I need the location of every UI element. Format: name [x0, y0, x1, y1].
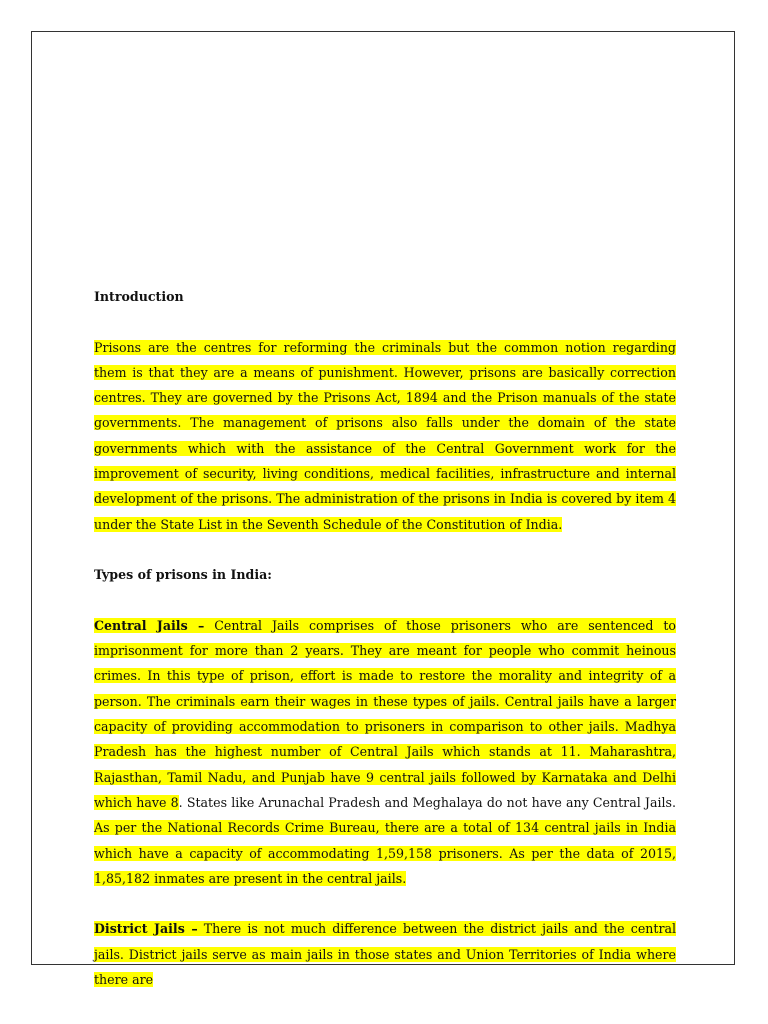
document-body [94, 284, 676, 992]
spacer [94, 891, 676, 916]
heading-types-of-prisons: Types of prisons in India: [94, 567, 272, 583]
highlighted-text: As per the National Records Crime Bureau, there are a total of 134 central jails in India which have a capacity of accommodating 1,59,158 prisoners. As per the data of 2015, 1,85,182 inmates are present in the central jails. [94, 820, 676, 886]
spacer [94, 588, 676, 613]
paragraph-district-jails [94, 916, 676, 992]
paragraph-central-jails [94, 613, 676, 891]
plain-text: . States like Arunachal Pradesh and Meghalaya do not have any Central Jails. [178, 794, 676, 810]
paragraph-introduction [94, 335, 676, 537]
document-page [31, 31, 735, 988]
spacer [94, 309, 676, 334]
highlighted-text: Central Jails comprises of those prisoners who are sentenced to imprisonment for more than 2 years. They are meant for people who commit heinous crimes. In this type of prison, effort is made to restore the morality and integrity of a person. The criminals earn their wages in these types of jails. Central jails have a larger capacity of providing accommodation to prisoners in comparison to other jails. Madhya Pradesh has the highest number of Central Jails which stands at 11. Maharashtra, Rajasthan, Tamil Nadu, and Punjab have 9 central jails followed by Karnataka and Delhi which have 8 [94, 617, 677, 810]
highlighted-text: Prisons are the centres for reforming the criminals but the common notion regarding them is that they are a means of punishment. However, prisons are basically correction centres. They are governed by the Prisons Act, 1894 and the Prison manuals of the state governments. The management of prisons also falls under the domain of the state governments which with the assistance of the Central Government work for the improvement of security, living conditions, medical facilities, infrastructure and internal development of the prisons. The administration of the prisons in India is covered by item 4 under the State List in the Seventh Schedule of the Constitution of India. [94, 339, 676, 532]
highlighted-text: There is not much difference between the district jails and the central jails. District jails serve as main jails in those states and Union Territories of India where there are [94, 921, 676, 988]
spacer [94, 537, 676, 562]
heading-introduction: Introduction [94, 289, 184, 304]
term-central-jails: Central Jails – [94, 617, 205, 633]
term-district-jails: District Jails – [94, 921, 198, 937]
